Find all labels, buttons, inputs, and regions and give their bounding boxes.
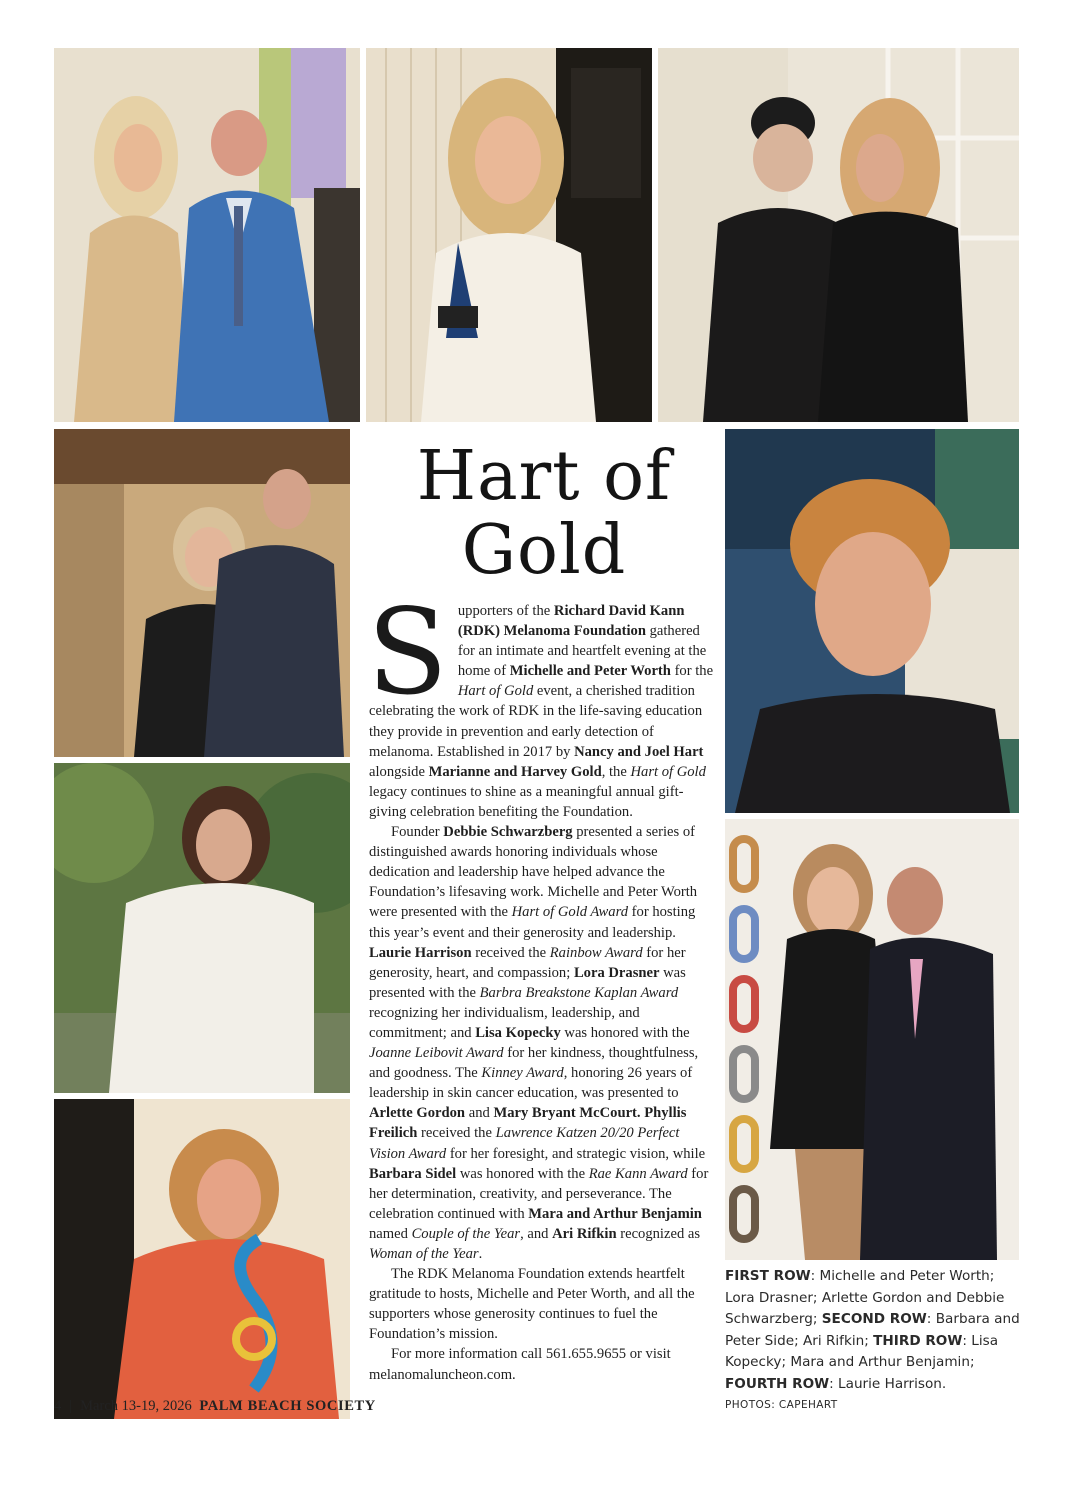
text-run: Barbra Breakstone Kaplan Award xyxy=(479,984,679,1001)
text-run: Ari Rifkin xyxy=(552,1225,617,1242)
photo-lisa-kopecky xyxy=(725,429,1019,813)
text-run: The RDK Melanoma Foundation extends heartfelt gratitude to hosts, Michelle and Peter Worth, and all the supporters whose generosity continues to fuel the Foundation’s mission. xyxy=(369,1266,695,1343)
caption-third-row-label: THIRD ROW xyxy=(873,1332,963,1349)
text-run: named xyxy=(369,1225,412,1242)
text-run: . xyxy=(478,1246,483,1262)
text-run: Richard David Kann (RDK) Melanoma Foundation xyxy=(457,603,685,640)
issue-date: March 13-19, 2026 xyxy=(80,1398,192,1414)
text-run: recognizing her individualism, leadership, and commitment; and xyxy=(369,1004,640,1041)
caption-first-row-text: : Michelle and Peter Worth; Lora Drasner; Arlette Gordon and Debbie Schwarzberg; xyxy=(725,1268,1005,1327)
text-run: , honoring 26 years of leadership in skin cancer education, was presented to xyxy=(369,1065,693,1102)
photo-lora-drasner xyxy=(366,48,652,422)
text-run: gathered for an intimate and heartfelt evening at the home of xyxy=(457,623,707,680)
photo-credit: PHOTOS: CAPEHART xyxy=(725,1399,838,1411)
photo-arlette-gordon-debbie-schwarzberg xyxy=(658,48,1019,422)
text-run: Debbie Schwarzberg xyxy=(443,824,573,841)
footer-separator: | xyxy=(69,1398,73,1414)
text-run: Kinney Award xyxy=(481,1065,564,1082)
text-run: received the xyxy=(417,1125,496,1142)
text-run: for hosting this year’s event and their generosity and leadership. xyxy=(369,904,696,941)
text-run: Hart of Gold xyxy=(457,683,534,700)
text-run: Couple of the Year xyxy=(411,1225,521,1242)
text-run: Marianne and Harvey Gold xyxy=(428,763,602,780)
paragraph-4 xyxy=(369,1344,717,1384)
text-run: for her determination, creativity, and perseverance. The celebration continued with xyxy=(369,1165,709,1222)
photo-ari-rifkin xyxy=(54,763,350,1093)
headline-line-1: Hart of xyxy=(416,437,672,516)
text-run: for her kindness, thoughtfulness, and goodness. The xyxy=(369,1045,699,1082)
photo-caption xyxy=(725,1266,1025,1415)
text-run: Mara and Arthur Benjamin xyxy=(528,1205,702,1222)
text-run: Phyllis Freilich xyxy=(369,1105,687,1142)
text-run: Arlette Gordon xyxy=(369,1105,466,1122)
text-run: for her generosity, heart, and compassion; xyxy=(369,944,686,981)
text-run: Michelle and Peter Worth xyxy=(509,663,671,680)
text-run: Lora Drasner xyxy=(573,964,660,981)
text-run: Rainbow Award xyxy=(549,944,643,961)
text-run: Barbara Sidel xyxy=(369,1165,457,1182)
paragraph-1 xyxy=(367,583,717,822)
text-run: for her foresight, and strategic vision, while xyxy=(446,1145,706,1162)
photo-barbara-peter-side xyxy=(54,429,350,757)
text-run: Lawrence Katzen 20/20 Perfect Vision Award xyxy=(369,1125,680,1162)
text-run: , and xyxy=(520,1225,553,1242)
text-run: Nancy and Joel Hart xyxy=(574,743,704,760)
caption-second-row-text: : Barbara and Peter Side; Ari Rifkin; xyxy=(725,1311,1020,1349)
text-run: Mary Bryant McCourt. xyxy=(493,1105,641,1122)
page-number: 4 xyxy=(54,1398,62,1414)
text-run: event, a cherished tradition celebrating the work of RDK in the life-saving education they provide in prevention and early detection of melanoma. Established in 2017 by xyxy=(369,683,703,760)
text-run: and xyxy=(465,1105,494,1122)
caption-fourth-row-label: FOURTH ROW xyxy=(725,1375,830,1392)
caption-first-row-label: FIRST ROW xyxy=(725,1268,811,1284)
publication-name: PALM BEACH SOCIETY xyxy=(199,1398,376,1414)
text-run: was honored with the xyxy=(456,1165,589,1182)
text-run: received the xyxy=(471,944,550,961)
paragraph-2 xyxy=(369,822,717,1264)
text-run: Hart of Gold xyxy=(630,763,706,780)
headline-line-2: Gold xyxy=(461,511,627,590)
text-run: was honored with the xyxy=(560,1024,690,1041)
text-run: Founder xyxy=(391,824,444,841)
photo-mara-arthur-benjamin xyxy=(725,819,1019,1260)
drop-cap: S xyxy=(367,583,448,721)
text-run: Joanne Leibovit Award xyxy=(369,1045,504,1062)
text-run: legacy continues to shine as a meaningful annual gift-giving celebration benefiting the Foundation. xyxy=(369,783,684,820)
text-run: was presented with the xyxy=(369,964,686,1001)
text-run: presented a series of distinguished awards honoring individuals whose dedication and leadership have helped advance the Foundation’s lifesaving work. Michelle and Peter Worth were presented with the xyxy=(369,824,698,921)
text-run: for the xyxy=(670,663,714,680)
caption-third-row-text: : Lisa Kopecky; Mara and Arthur Benjamin; xyxy=(725,1332,999,1370)
text-run: Woman of the Year xyxy=(369,1246,479,1262)
article-body xyxy=(367,583,717,1385)
text-run: Rae Kann Award xyxy=(588,1165,688,1182)
text-run: Lisa Kopecky xyxy=(475,1024,561,1041)
photo-michelle-peter-worth xyxy=(54,48,360,422)
text-run: Hart of Gold Award xyxy=(511,904,629,921)
text-run: For more information call 561.655.9655 or visit melanomaluncheon.com. xyxy=(369,1346,671,1383)
text-run: , the xyxy=(601,763,631,780)
text-run: recognized as xyxy=(616,1225,701,1242)
text-run: upporters of the xyxy=(457,603,554,619)
caption-fourth-row-text: : Laurie Harrison. xyxy=(829,1375,947,1392)
headline xyxy=(368,437,720,590)
photo-laurie-harrison xyxy=(54,1099,350,1419)
text-run: alongside xyxy=(369,763,429,780)
caption-second-row-label: SECOND ROW xyxy=(821,1311,927,1327)
text-run: Laurie Harrison xyxy=(369,944,472,961)
page-footer xyxy=(54,1398,376,1415)
paragraph-3 xyxy=(369,1264,717,1344)
